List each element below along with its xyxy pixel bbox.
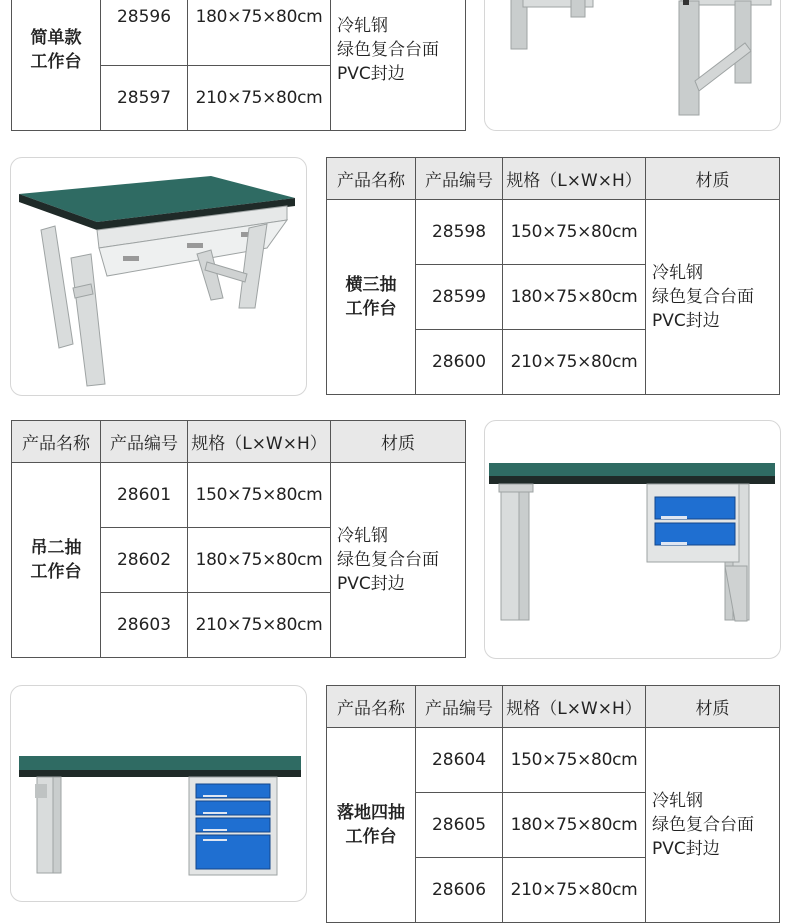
material-cell [331, 0, 466, 131]
material-cell [646, 728, 780, 923]
material-line: 冷轧钢 [337, 15, 388, 36]
spec-table-three-drawer [326, 157, 780, 395]
product-name-line: 工作台 [30, 562, 82, 582]
material-line: 冷轧钢 [652, 263, 703, 283]
spec-table-two-drawer [11, 420, 466, 658]
material-line: 绿色复合台面 [652, 287, 754, 307]
product-name-cell [12, 0, 101, 131]
product-code: 28601 [101, 463, 188, 528]
header-material: 材质 [646, 158, 780, 200]
header-product-name: 产品名称 [327, 158, 416, 200]
product-code: 28606 [416, 858, 503, 923]
product-name-line: 横三抽 [345, 275, 397, 295]
header-spec: 规格（L×W×H） [188, 421, 331, 463]
product-name-line: 落地四抽 [337, 803, 405, 823]
material-line: 冷轧钢 [652, 791, 703, 811]
material-line: PVC封边 [652, 839, 720, 859]
header-material: 材质 [646, 686, 780, 728]
header-product-code: 产品编号 [416, 158, 503, 200]
product-name-cell [327, 728, 416, 923]
product-name-line: 简单款 [30, 27, 82, 48]
product-size: 180×75×80cm [503, 793, 646, 858]
material-cell [331, 463, 466, 658]
product-size: 180×75×80cm [188, 528, 331, 593]
header-product-code: 产品编号 [101, 421, 188, 463]
product-size: 150×75×80cm [188, 463, 331, 528]
product-name-cell [12, 463, 101, 658]
product-code: 28597 [101, 66, 188, 131]
material-line: 绿色复合台面 [337, 39, 439, 60]
spec-table-four-drawer [326, 685, 780, 923]
material-cell [646, 200, 780, 395]
product-photo-two-drawer-workbench [484, 420, 781, 659]
product-size: 150×75×80cm [503, 728, 646, 793]
material-line: 绿色复合台面 [337, 550, 439, 570]
product-code: 28598 [416, 200, 503, 265]
material-line: 绿色复合台面 [652, 815, 754, 835]
product-code: 28599 [416, 265, 503, 330]
header-product-code: 产品编号 [416, 686, 503, 728]
material-line: 冷轧钢 [337, 526, 388, 546]
product-name-line: 工作台 [345, 827, 397, 847]
product-size: 180×75×80cm [503, 265, 646, 330]
material-line: PVC封边 [337, 574, 405, 594]
material-line: PVC封边 [652, 311, 720, 331]
header-product-name: 产品名称 [12, 421, 101, 463]
header-material: 材质 [331, 421, 466, 463]
material-line: PVC封边 [337, 63, 405, 84]
product-photo-simple-workbench [484, 0, 781, 131]
product-size: 210×75×80cm [503, 330, 646, 395]
product-size: 210×75×80cm [188, 593, 331, 658]
product-size: 150×75×80cm [503, 200, 646, 265]
product-name-line: 吊二抽 [30, 538, 82, 558]
product-size: 210×75×80cm [188, 66, 331, 131]
spec-table-simple [11, 0, 466, 131]
product-code: 28605 [416, 793, 503, 858]
product-code: 28596 [101, 0, 188, 66]
header-spec: 规格（L×W×H） [503, 158, 646, 200]
product-code: 28603 [101, 593, 188, 658]
header-spec: 规格（L×W×H） [503, 686, 646, 728]
product-name-line: 工作台 [30, 51, 82, 72]
product-code: 28604 [416, 728, 503, 793]
product-code: 28602 [101, 528, 188, 593]
product-photo-three-drawer-workbench [10, 157, 307, 396]
header-product-name: 产品名称 [327, 686, 416, 728]
product-name-line: 工作台 [345, 299, 397, 319]
product-code: 28600 [416, 330, 503, 395]
product-photo-four-drawer-workbench [10, 685, 307, 902]
product-name-cell [327, 200, 416, 395]
product-size: 210×75×80cm [503, 858, 646, 923]
product-size: 180×75×80cm [188, 0, 331, 66]
